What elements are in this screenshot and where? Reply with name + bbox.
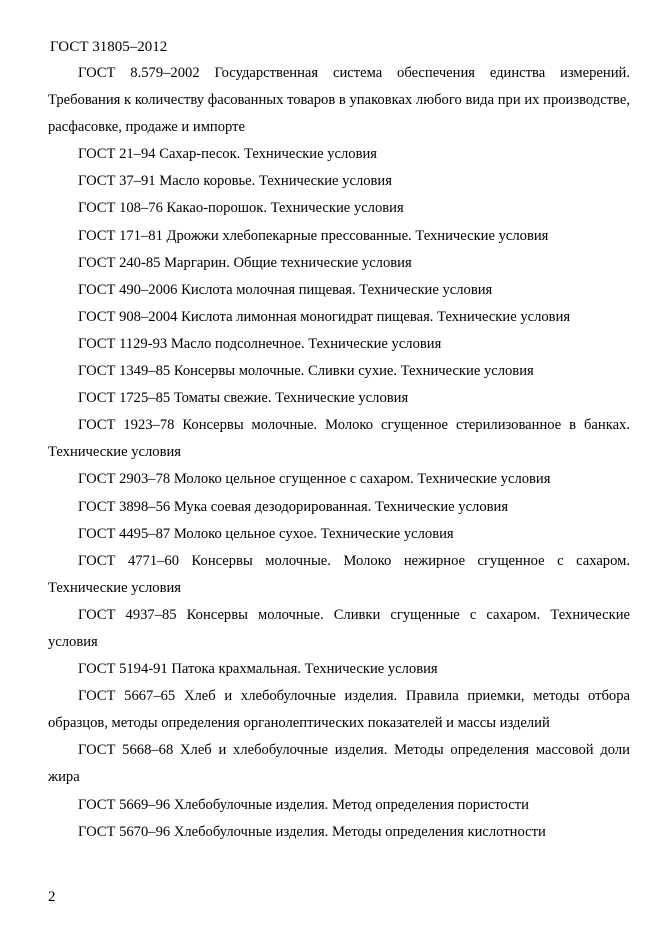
reference-item: ГОСТ 5668–68 Хлеб и хлебобулочные изделия. Методы определения массовой доли жира: [48, 742, 630, 786]
reference-item: ГОСТ 240-85 Маргарин. Общие технические условия: [78, 254, 412, 271]
reference-item: ГОСТ 1725–85 Томаты свежие. Технические условия: [78, 390, 409, 407]
reference-item: ГОСТ 5669–96 Хлебобулочные изделия. Метод определения пористости: [78, 796, 529, 813]
reference-item: ГОСТ 5670–96 Хлебобулочные изделия. Методы определения кислотности: [78, 823, 546, 840]
document-header: ГОСТ 31805–2012: [50, 39, 168, 55]
reference-item: ГОСТ 1923–78 Консервы молочные. Молоко сгущенное стерилизованное в банках. Технические условия: [48, 417, 630, 461]
reference-item: ГОСТ 1129-93 Масло подсолнечное. Технические условия: [78, 335, 442, 352]
reference-item: ГОСТ 4771–60 Консервы молочные. Молоко нежирное сгущенное с сахаром. Технические условия: [48, 552, 630, 596]
reference-item: ГОСТ 5194-91 Патока крахмальная. Технические условия: [78, 661, 438, 678]
reference-item: ГОСТ 37–91 Масло коровье. Технические условия: [78, 173, 392, 190]
reference-item: ГОСТ 908–2004 Кислота лимонная моногидрат пищевая. Технические условия: [78, 308, 571, 325]
reference-item: ГОСТ 108–76 Какао-порошок. Технические условия: [78, 200, 404, 217]
reference-item: ГОСТ 1349–85 Консервы молочные. Сливки сухие. Технические условия: [78, 363, 534, 380]
reference-item: ГОСТ 2903–78 Молоко цельное сгущенное с сахаром. Технические условия: [78, 471, 551, 488]
reference-item: ГОСТ 171–81 Дрожжи хлебопекарные прессованные. Технические условия: [78, 227, 549, 244]
normative-references-list: [48, 60, 630, 846]
reference-item: ГОСТ 21–94 Сахар-песок. Технические условия: [78, 146, 377, 163]
reference-item: ГОСТ 490–2006 Кислота молочная пищевая. Технические условия: [78, 281, 493, 298]
reference-item: ГОСТ 8.579–2002 Государственная система обеспечения единства измерений. Требования к количеству фасованных товаров в упаковках любого вида при их производстве, расфасовке, продаже и импорте: [48, 65, 630, 136]
reference-item: ГОСТ 4937–85 Консервы молочные. Сливки сгущенные с сахаром. Технические условия: [48, 606, 630, 650]
reference-item: ГОСТ 4495–87 Молоко цельное сухое. Технические условия: [78, 525, 454, 542]
reference-item: ГОСТ 5667–65 Хлеб и хлебобулочные изделия. Правила приемки, методы отбора образцов, методы определения органолептических показателей и массы изделий: [48, 688, 630, 732]
reference-item: ГОСТ 3898–56 Мука соевая дезодорированная. Технические условия: [78, 498, 509, 515]
page-number: 2: [48, 889, 56, 905]
